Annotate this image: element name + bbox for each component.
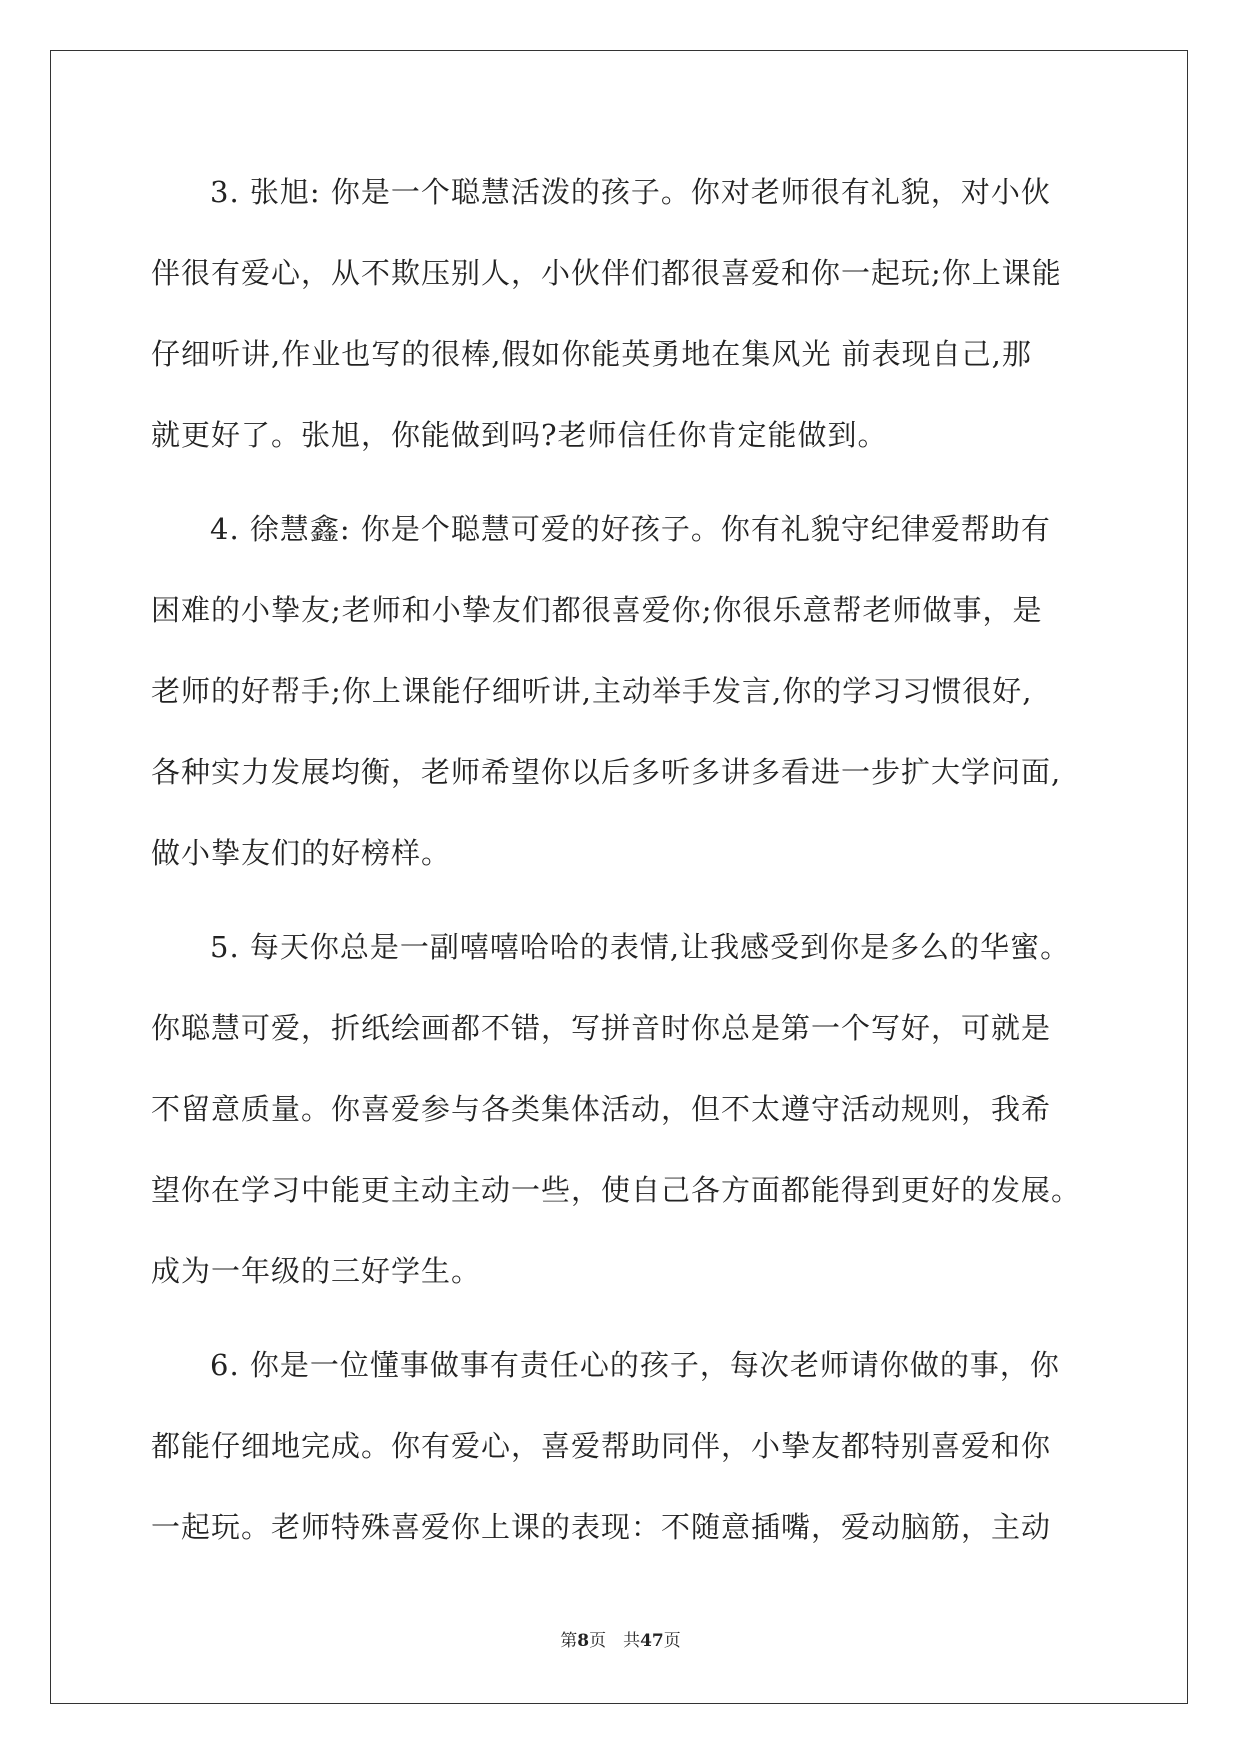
text-line: 一起玩。老师特殊喜爱你上课的表现：不随意插嘴，爱动脑筋，主动 (151, 1510, 1052, 1544)
text-line: 4. 徐慧鑫: 你是个聪慧可爱的好孩子。你有礼貌守纪律爱帮助有 (210, 512, 1051, 546)
text-line: 老师的好帮手;你上课能仔细听讲,主动举手发言,你的学习习惯很好, (151, 674, 1033, 708)
text-line: 就更好了。张旭，你能做到吗?老师信任你肯定能做到。 (151, 418, 888, 452)
text-line: 各种实力发展均衡，老师希望你以后多听多讲多看进一步扩大学问面, (151, 755, 1062, 789)
footer-suffix: 页 (663, 1631, 681, 1651)
footer-prefix: 第 (560, 1631, 578, 1651)
paragraph-6 (151, 1325, 1091, 1568)
text-line: 3. 张旭: 你是一个聪慧活泼的孩子。你对老师很有礼貌，对小伙 (210, 175, 1051, 209)
text-line: 5. 每天你总是一副嘻嘻哈哈的表情,让我感受到你是多么的华蜜。 (210, 930, 1071, 964)
text-line: 你聪慧可爱，折纸绘画都不错，写拼音时你总是第一个写好，可就是 (151, 1011, 1052, 1045)
text-line: 做小挚友们的好榜样。 (151, 836, 452, 870)
page-footer (0, 1626, 1241, 1651)
text-line: 6. 你是一位懂事做事有责任心的孩子，每次老师请你做的事，你 (210, 1348, 1060, 1382)
text-line: 望你在学习中能更主动主动一些，使自己各方面都能得到更好的发展。 (151, 1173, 1082, 1207)
paragraph-3 (151, 152, 1091, 476)
current-page-number: 8 (577, 1631, 590, 1651)
text-line: 仔细听讲,作业也写的很棒,假如你能英勇地在集风光 前表现自己,那 (151, 337, 1032, 371)
total-page-number: 47 (640, 1631, 664, 1651)
text-line: 困难的小挚友;老师和小挚友们都很喜爱你;你很乐意帮老师做事，是 (151, 593, 1043, 627)
text-line: 都能仔细地完成。你有爱心，喜爱帮助同伴，小挚友都特别喜爱和你 (151, 1429, 1052, 1463)
footer-mid: 页 共 (589, 1631, 641, 1651)
paragraph-4 (151, 489, 1091, 894)
text-line: 伴很有爱心，从不欺压别人，小伙伴们都很喜爱和你一起玩;你上课能 (151, 256, 1062, 290)
text-line: 成为一年级的三好学生。 (151, 1254, 482, 1288)
paragraph-5 (151, 907, 1091, 1312)
document-body (151, 152, 1091, 1581)
text-line: 不留意质量。你喜爱参与各类集体活动，但不太遵守活动规则，我希 (151, 1092, 1052, 1126)
